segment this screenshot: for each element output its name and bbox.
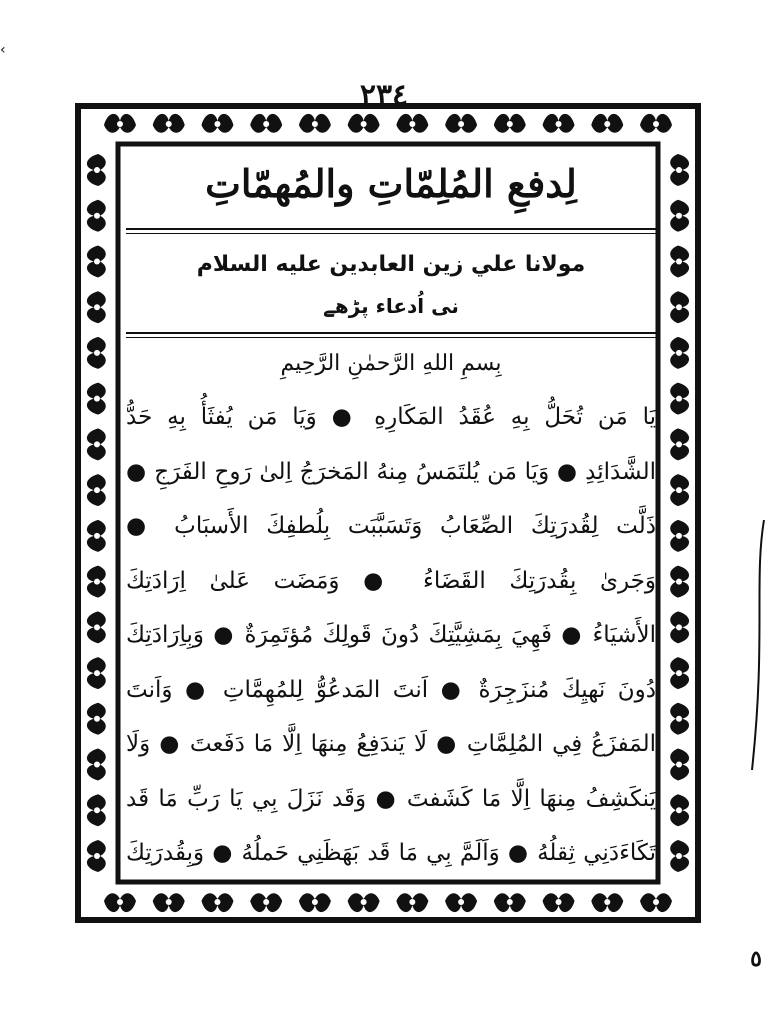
border-flourish: [87, 337, 106, 369]
border-flourish: [670, 200, 689, 232]
verse-line: تَكَاءَدَنِي ثِقلُهُ ● وَاَلَمَّ بِي مَا قَد بَهَظَنِي حَملُهُ ● وَبِقُدرَتِكَ: [126, 840, 656, 866]
border-flourish: [670, 794, 689, 826]
border-flourish: [87, 566, 106, 598]
border-flourish: [87, 520, 106, 552]
page-title: لِدفعِ المُلِمّاتِ والمُهمّاتِ: [205, 161, 577, 206]
border-flourish: [87, 611, 106, 643]
border-flourish: [670, 840, 689, 872]
border-flourish: [87, 291, 106, 323]
border-flourish: [87, 703, 106, 735]
border-flourish: [87, 840, 106, 872]
border-flourish: [87, 794, 106, 826]
page-content: [126, 148, 656, 894]
border-flourish: [348, 893, 380, 912]
border-flourish: [591, 114, 623, 133]
border-flourish: [153, 114, 185, 133]
divider: [126, 228, 656, 234]
border-flourish: [670, 154, 689, 186]
border-flourish: [445, 893, 477, 912]
border-flourish: [87, 383, 106, 415]
divider: [126, 332, 656, 338]
border-flourish: [348, 114, 380, 133]
border-flourish: [640, 893, 672, 912]
border-flourish: [87, 749, 106, 781]
border-flourish: [670, 291, 689, 323]
border-flourish: [87, 200, 106, 232]
verse-line: ذَلَّت لِقُدرَتِكَ الصِّعَابُ وَتَسَبَّبَت بِلُطفِكَ الأَسبَابُ ●: [126, 513, 656, 539]
border-flourish: [543, 893, 575, 912]
page-number: ٢٣٤: [359, 78, 409, 113]
border-flourish: [87, 428, 106, 460]
border-flourish: [670, 657, 689, 689]
border-flourish: [153, 893, 185, 912]
border-flourish: [670, 566, 689, 598]
border-flourish: [250, 114, 282, 133]
border-flourish: [87, 245, 106, 277]
border-flourish: [87, 657, 106, 689]
border-flourish: [670, 245, 689, 277]
border-flourish: [299, 114, 331, 133]
border-flourish: [250, 893, 282, 912]
verse-line: المَفزَعُ فِي المُلِمَّاتِ ● لَا يَندَفِعُ مِنهَا اِلَّا مَا دَفَعتَ ● وَلَا: [126, 731, 656, 757]
verse-line: يَنكَشِفُ مِنهَا اِلَّا مَا كَشَفتَ ● وَقَد نَزَلَ بِي يَا رَبِّ مَا قَد: [126, 785, 656, 812]
supplication-text: [126, 390, 656, 881]
border-flourish: [670, 749, 689, 781]
verse-line: الشَّدَائِدِ ● وَيَا مَن يُلتَمَسُ مِنهُ المَخرَجُ اِلىٰ رَوحِ الفَرَجِ ●: [126, 458, 656, 485]
border-flourish: [670, 474, 689, 506]
border-flourish: [87, 474, 106, 506]
border-flourish: [670, 611, 689, 643]
border-flourish: [396, 893, 428, 912]
corner-mark: ٥: [750, 946, 762, 972]
border-flourish: [591, 893, 623, 912]
verse-line: الأَشيَاءُ ● فَهِيَ بِمَشِيَّتِكَ دُونَ قَولِكَ مُؤتَمِرَةٌ ● وَبِاِرَادَتِكَ: [126, 622, 656, 648]
page-edge-mark: ‹: [0, 42, 6, 58]
border-flourish: [670, 428, 689, 460]
border-flourish: [494, 114, 526, 133]
border-flourish: [201, 893, 233, 912]
border-flourish: [670, 337, 689, 369]
border-flourish: [87, 154, 106, 186]
border-flourish: [445, 114, 477, 133]
verse-line: دُونَ نَهيِكَ مُنزَجِرَةٌ ● اَنتَ المَدعُوُّ لِلمُهِمَّاتِ ● وَاَنتَ: [126, 676, 656, 703]
border-flourish: [670, 383, 689, 415]
instruction-line: نى اُدعاء پڑھے: [323, 294, 459, 318]
verse-line: يَا مَن تُحَلُّ بِهِ عُقَدُ المَكَارِهِ ● وَيَا مَن يُفثَأُ بِهِ حَدُّ: [126, 404, 656, 430]
attribution-line: مولانا علي زين العابدين عليه السلام: [196, 252, 586, 277]
verse-line: وَجَرىٰ بِقُدرَتِكَ القَضَاءُ ● وَمَضَت عَلىٰ اِرَادَتِكَ: [126, 567, 656, 594]
border-flourish: [640, 114, 672, 133]
border-flourish: [670, 703, 689, 735]
border-flourish: [494, 893, 526, 912]
border-flourish: [104, 114, 136, 133]
border-flourish: [104, 893, 136, 912]
bismillah: بِسمِ اللهِ الرَّحمٰنِ الرَّحِيمِ: [280, 351, 502, 376]
border-flourish: [543, 114, 575, 133]
border-flourish: [670, 520, 689, 552]
border-flourish: [299, 893, 331, 912]
border-flourish: [201, 114, 233, 133]
border-flourish: [396, 114, 428, 133]
margin-flourish: [746, 520, 768, 770]
